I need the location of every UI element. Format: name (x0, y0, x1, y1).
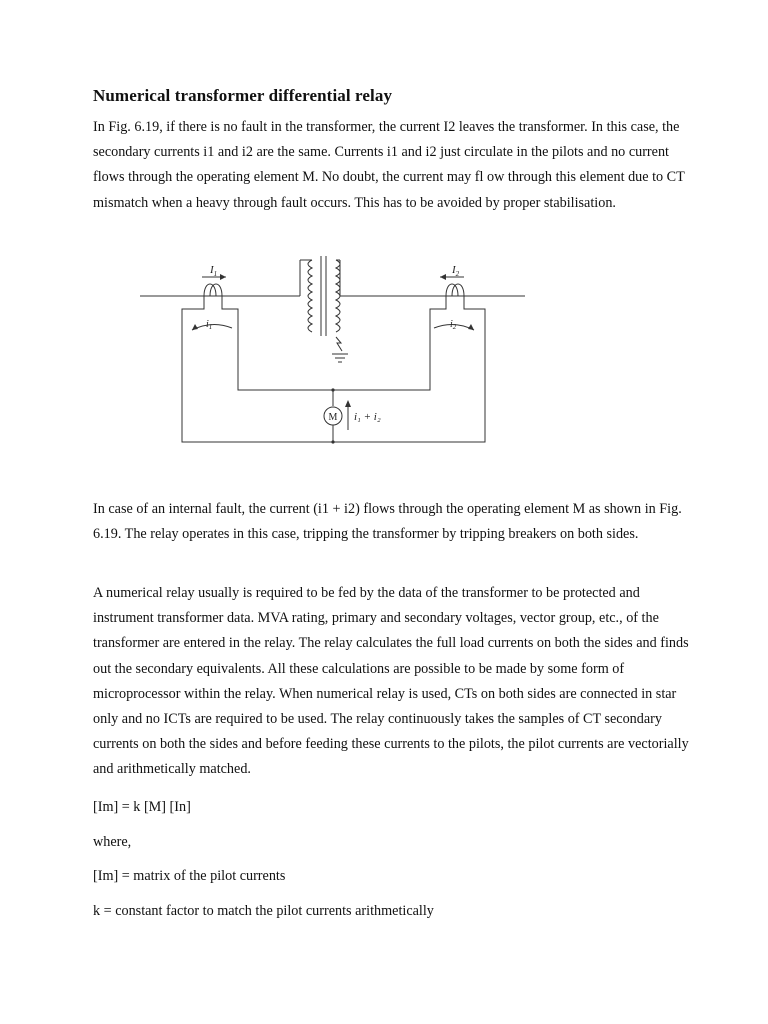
definition-k: k = constant factor to match the pilot currents arithmetically (93, 903, 434, 919)
paragraph-3: A numerical relay usually is required to be fed by the data of the transformer to be protected and instrument transformer data. MVA rating, primary and secondary voltages, vector group, etc., of the transformer are entered in the relay. The relay calculates the full load currents on both the sides and finds out the secondary equivalents. All these calculations are possible to be made by some form of microprocessor within the relay. When numerical relay is used, CTs on both sides are connected in star only and no ICTs are required to be used. The relay continuously takes the samples of CT secondary currents on both the sides and before feeding these currents to the pilots, the pilot currents are vectorially and arithmetically matched. (93, 585, 689, 778)
label-i2: $i_2$ (450, 319, 457, 331)
label-i1: $i_1$ (206, 319, 213, 331)
document-title: Numerical transformer differential relay (93, 86, 393, 105)
paragraph-2: In case of an internal fault, the current (i1 + i2) flows through the operating element M as shown in Fig. 6.19. The relay operates in this case, tripping the transformer by tripping breakers on both sides. (93, 501, 682, 543)
relay-m-symbol: M (328, 412, 338, 423)
definition-im: [Im] = matrix of the pilot currents (93, 868, 286, 884)
differential-relay-diagram (140, 252, 540, 452)
paragraph-1: In Fig. 6.19, if there is no fault in the transformer, the current I2 leaves the transformer. In this case, the secondary currents i1 and i2 are the same. Currents i1 and i2 just circulate in the pilots and no current flows through the operating element M. No doubt, the current may fl ow through this element due to CT mismatch when a heavy through fault occurs. This has to be avoided by proper stabilisation. (93, 119, 685, 211)
label-I2: $I_2$ (452, 264, 460, 278)
where-label: where, (93, 834, 132, 850)
label-I1: $I_1$ (210, 264, 218, 278)
current-sum-label: i₁ + i₂ (354, 411, 381, 423)
matrix-equation: [Im] = k [M] [In] (93, 799, 191, 815)
